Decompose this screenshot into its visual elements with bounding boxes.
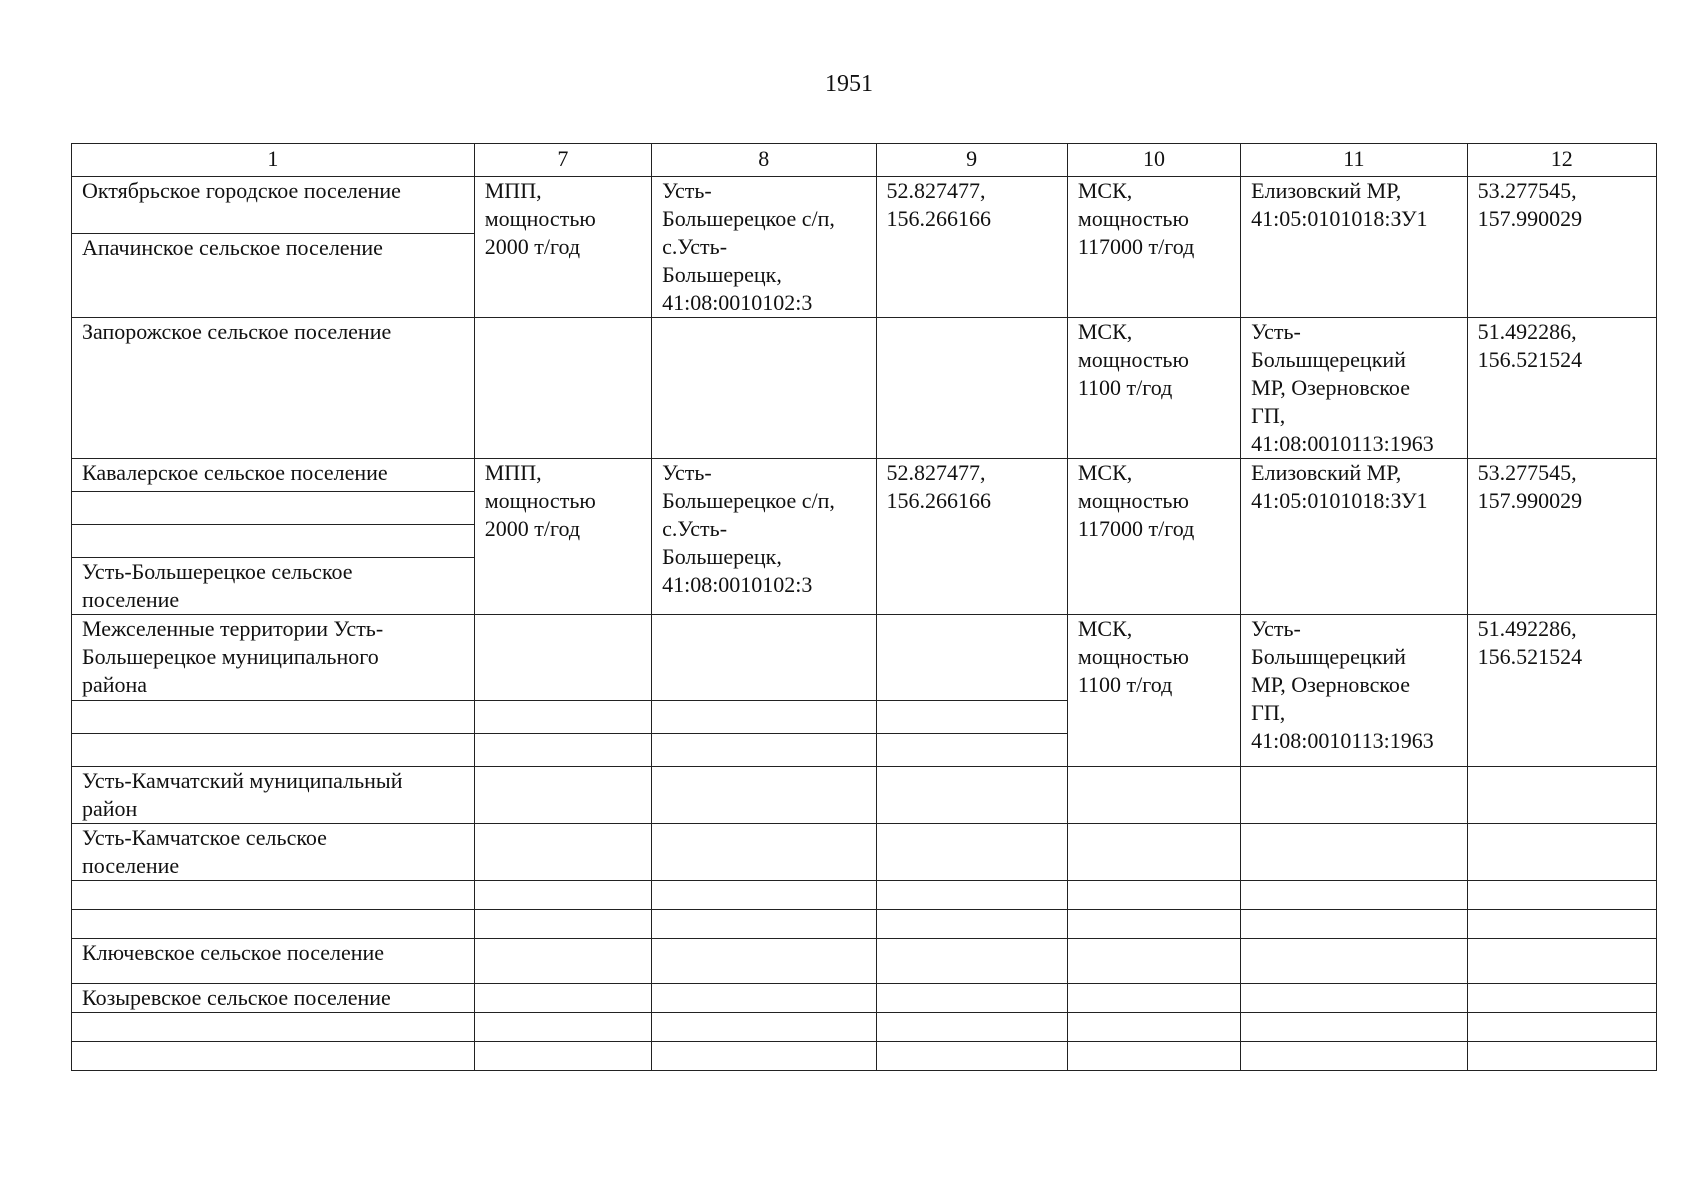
header-col-8: 8 bbox=[652, 144, 876, 177]
header-col-9: 9 bbox=[876, 144, 1067, 177]
col9-cell: 52.827477, 156.266166 bbox=[876, 459, 1067, 615]
settlement-cell: Усть-Большерецкое сельское поселение bbox=[72, 558, 475, 615]
col7-cell: МПП, мощностью 2000 т/год bbox=[474, 459, 651, 615]
col9-cell bbox=[876, 318, 1067, 459]
settlement-cell: Октябрьское городское поселение bbox=[72, 177, 475, 234]
col7-cell bbox=[474, 318, 651, 459]
col8-cell: Усть- Большерецкое с/п, с.Усть- Большерецк, 41:08:0010102:3 bbox=[652, 459, 876, 615]
settlement-cell bbox=[72, 525, 475, 558]
col8-cell bbox=[652, 734, 876, 767]
header-col-1: 1 bbox=[72, 144, 475, 177]
table-row bbox=[72, 318, 1657, 459]
table-row bbox=[72, 910, 1657, 939]
col12-cell: 53.277545, 157.990029 bbox=[1467, 177, 1656, 318]
col7-cell bbox=[474, 701, 651, 734]
table-row bbox=[72, 824, 1657, 881]
col10-cell: МСК, мощностью 117000 т/год bbox=[1067, 459, 1240, 615]
table-row bbox=[72, 177, 1657, 234]
table-row bbox=[72, 881, 1657, 910]
col7-cell: МПП, мощностью 2000 т/год bbox=[474, 177, 651, 318]
settlement-cell: Ключевское сельское поселение bbox=[72, 939, 475, 984]
table-row bbox=[72, 1013, 1657, 1042]
col11-cell: Елизовский МР, 41:05:0101018:ЗУ1 bbox=[1241, 459, 1467, 615]
settlement-cell bbox=[72, 701, 475, 734]
header-col-7: 7 bbox=[474, 144, 651, 177]
col7-cell bbox=[474, 734, 651, 767]
settlement-cell: Усть-Камчатский муниципальный район bbox=[72, 767, 475, 824]
data-table bbox=[71, 143, 1657, 1071]
settlement-cell: Кавалерское сельское поселение bbox=[72, 459, 475, 492]
settlement-cell: Апачинское сельское поселение bbox=[72, 234, 475, 318]
col10-cell: МСК, мощностью 1100 т/год bbox=[1067, 615, 1240, 767]
col11-cell: Усть- Большщерецкий МР, Озерновское ГП, 41:08:0010113:1963 bbox=[1241, 318, 1467, 459]
col9-cell bbox=[876, 734, 1067, 767]
col8-cell: Усть- Большерецкое с/п, с.Усть- Большерецк, 41:08:0010102:3 bbox=[652, 177, 876, 318]
settlement-cell bbox=[72, 492, 475, 525]
settlement-cell: Козыревское сельское поселение bbox=[72, 984, 475, 1013]
header-col-11: 11 bbox=[1241, 144, 1467, 177]
page-number: 1951 bbox=[825, 71, 873, 97]
settlement-cell bbox=[72, 734, 475, 767]
col10-cell: МСК, мощностью 1100 т/год bbox=[1067, 318, 1240, 459]
col8-cell bbox=[652, 701, 876, 734]
header-col-12: 12 bbox=[1467, 144, 1656, 177]
col12-cell: 51.492286, 156.521524 bbox=[1467, 615, 1656, 767]
table-row bbox=[72, 1042, 1657, 1071]
settlement-cell: Запорожское сельское поселение bbox=[72, 318, 475, 459]
col11-cell: Елизовский МР, 41:05:0101018:ЗУ1 bbox=[1241, 177, 1467, 318]
table-row bbox=[72, 767, 1657, 824]
settlement-cell: Межселенные территории Усть- Большерецкое муниципального района bbox=[72, 615, 475, 701]
header-col-10: 10 bbox=[1067, 144, 1240, 177]
settlement-cell: Усть-Камчатское сельское поселение bbox=[72, 824, 475, 881]
col10-cell: МСК, мощностью 117000 т/год bbox=[1067, 177, 1240, 318]
col8-cell bbox=[652, 615, 876, 701]
table-row bbox=[72, 939, 1657, 984]
col9-cell bbox=[876, 615, 1067, 701]
col12-cell: 51.492286, 156.521524 bbox=[1467, 318, 1656, 459]
table-row bbox=[72, 615, 1657, 701]
col9-cell: 52.827477, 156.266166 bbox=[876, 177, 1067, 318]
col8-cell bbox=[652, 318, 876, 459]
col7-cell bbox=[474, 615, 651, 701]
col9-cell bbox=[876, 701, 1067, 734]
table-row bbox=[72, 459, 1657, 492]
col12-cell: 53.277545, 157.990029 bbox=[1467, 459, 1656, 615]
col11-cell: Усть- Большщерецкий МР, Озерновское ГП, 41:08:0010113:1963 bbox=[1241, 615, 1467, 767]
header-row bbox=[72, 144, 1657, 177]
table-row bbox=[72, 984, 1657, 1013]
